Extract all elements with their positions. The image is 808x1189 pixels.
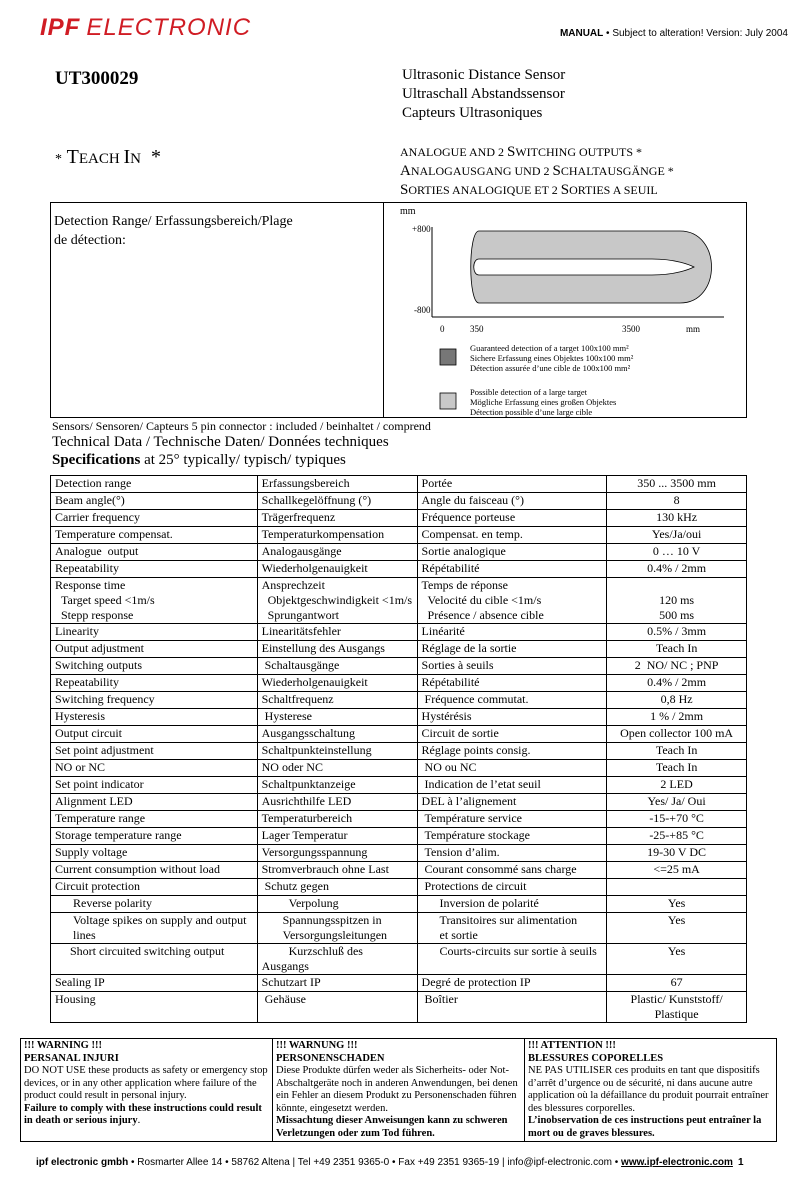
warning-fr <box>525 1039 777 1142</box>
spec-value: 0.4% / 2mm <box>607 675 747 692</box>
spec-row <box>51 896 747 913</box>
specifications-bold: Specifications <box>52 452 141 468</box>
company-logo <box>40 15 251 41</box>
footer-company: ipf electronic gmbh <box>36 1157 129 1168</box>
spec-de: NO oder NC <box>257 760 417 777</box>
spec-fr: Réglage points consig. <box>417 743 607 760</box>
spec-de: Trägerfrequenz <box>257 510 417 527</box>
spec-de: Ansprechzeit Objektgeschwindigkeit <1m/s Sprungantwort <box>257 578 417 624</box>
spec-en: Switching frequency <box>51 692 258 709</box>
spec-row <box>51 992 747 1023</box>
spec-en: Beam angle(°) <box>51 493 258 510</box>
spec-row <box>51 658 747 675</box>
spec-en: Sealing IP <box>51 975 258 992</box>
spec-row <box>51 561 747 578</box>
product-subtitles <box>402 66 565 123</box>
logo-ipf: IPF <box>40 14 81 41</box>
warning-de-title1: !!! WARNUNG !!! <box>276 1040 358 1051</box>
spec-fr: Fréquence porteuse <box>417 510 607 527</box>
spec-value: Yes/ Ja/ Oui <box>607 794 747 811</box>
technical-data-heading: Technical Data / Technische Daten/ Données techniques <box>52 434 389 450</box>
warning-fr-body: NE PAS UTILISER ces produits en tant que dispositifs d’arrêt d’urgence ou de sécurité, ni dans aucune autre application où la défaillance du produit pourrait entraîner des blessures corporelles. <box>528 1065 769 1114</box>
y-label-bottom: -800 <box>414 305 431 315</box>
spec-value: Plastic/ Kunststoff/ Plastique <box>607 992 747 1023</box>
outputs-de-d: S <box>552 163 561 179</box>
spec-fr: Sortie analogique <box>417 544 607 561</box>
warning-en-tail-end: . <box>137 1115 141 1126</box>
spec-en: Response time Target speed <1m/s Stepp response <box>51 578 258 624</box>
spec-value <box>607 879 747 896</box>
warning-row <box>21 1039 777 1142</box>
warning-en-title1: !!! WARNING !!! <box>24 1040 102 1051</box>
spec-en: Supply voltage <box>51 845 258 862</box>
spec-de: Schallkegelöffnung (°) <box>257 493 417 510</box>
spec-row <box>51 879 747 896</box>
outputs-en-b: S <box>507 144 516 160</box>
spec-en: Voltage spikes on supply and output lines <box>51 913 258 944</box>
warning-en-body: DO NOT USE these products as safety or emergency stop devices, or in any other application where failure of the product could result in personal injury. <box>24 1065 268 1101</box>
footer-website-link[interactable]: www.ipf-electronic.com <box>621 1157 733 1168</box>
legend-guaranteed-de: Sichere Erfassung eines Objektes 100x100 mm² <box>470 353 634 363</box>
subtitle-de: Ultraschall Abstandssensor <box>402 86 565 102</box>
spec-row <box>51 493 747 510</box>
spec-de: Temperaturbereich <box>257 811 417 828</box>
outputs-fr-d: S <box>560 182 570 198</box>
warning-table <box>20 1038 777 1142</box>
warning-de <box>273 1039 525 1142</box>
warning-fr-title2: BLESSURES COPORELLES <box>528 1052 664 1064</box>
spec-row <box>51 975 747 992</box>
spec-de: Spannungsspitzen in Versorgungsleitungen <box>257 913 417 944</box>
manual-version-line <box>560 28 788 39</box>
y-label-top: +800 <box>412 224 431 234</box>
spec-de: Gehäuse <box>257 992 417 1023</box>
spec-de: Ausrichthilfe LED <box>257 794 417 811</box>
spec-en: Switching outputs <box>51 658 258 675</box>
spec-value: 2 LED <box>607 777 747 794</box>
spec-row <box>51 578 747 624</box>
detection-label-line2: de détection: <box>54 233 126 248</box>
outputs-de-e: CHALTAUSGÄNGE * <box>560 164 674 178</box>
spec-value: Teach In <box>607 743 747 760</box>
spec-en: Storage temperature range <box>51 828 258 845</box>
spec-en: Output circuit <box>51 726 258 743</box>
warning-en <box>21 1039 273 1142</box>
spec-value: 120 ms 500 ms <box>607 578 747 624</box>
guaranteed-detection-area <box>474 259 694 275</box>
spec-value: Open collector 100 mA <box>607 726 747 743</box>
spec-en: NO or NC <box>51 760 258 777</box>
spec-de: Kurzschluß des Ausgangs <box>257 944 417 975</box>
spec-fr: Indication de l’etat seuil <box>417 777 607 794</box>
manual-rest: • Subject to alteration! Version: July 2004 <box>603 28 788 39</box>
teach-each: EACH <box>78 151 124 167</box>
spec-en: Repeatability <box>51 561 258 578</box>
spec-de: Wiederholgenauigkeit <box>257 561 417 578</box>
spec-de: Schutzart IP <box>257 975 417 992</box>
spec-row <box>51 794 747 811</box>
teach-n: N <box>130 151 141 167</box>
model-number: UT300029 <box>55 68 139 89</box>
page-number: 1 <box>738 1157 744 1168</box>
spec-value: Yes <box>607 896 747 913</box>
x-label-3500: 3500 <box>622 324 640 334</box>
sensors-line: Sensors/ Sensoren/ Capteurs 5 pin connector : included / beinhaltet / comprend <box>52 419 431 433</box>
spec-en: Current consumption without load <box>51 862 258 879</box>
spec-en: Short circuited switching output <box>51 944 258 975</box>
legend-guaranteed-swatch <box>440 349 456 365</box>
spec-de: Hysterese <box>257 709 417 726</box>
spec-de: Ausgangsschaltung <box>257 726 417 743</box>
spec-en: Housing <box>51 992 258 1023</box>
spec-fr: Courant consommé sans charge <box>417 862 607 879</box>
spec-fr: Circuit de sortie <box>417 726 607 743</box>
spec-de: Stromverbrauch ohne Last <box>257 862 417 879</box>
legend-possible-fr: Détection possible d’une large cible <box>470 407 593 417</box>
legend-guaranteed-fr: Détection assurée d’une cible de 100x100 mm² <box>470 363 631 373</box>
teach-end: * <box>140 146 161 168</box>
spec-row <box>51 544 747 561</box>
spec-row <box>51 641 747 658</box>
footer <box>36 1157 756 1168</box>
spec-value: 67 <box>607 975 747 992</box>
outputs-heading <box>400 143 674 200</box>
x-label-350: 350 <box>470 324 484 334</box>
spec-value: Yes <box>607 913 747 944</box>
legend-guaranteed-en: Guaranteed detection of a target 100x100 mm² <box>470 343 629 353</box>
warning-en-title2: PERSANAL INJURI <box>24 1052 119 1064</box>
outputs-en-a: ANALOGUE AND 2 <box>400 145 507 159</box>
spec-fr: Fréquence commutat. <box>417 692 607 709</box>
spec-en: Set point adjustment <box>51 743 258 760</box>
logo-electronic: ELECTRONIC <box>86 14 252 41</box>
spec-row <box>51 624 747 641</box>
outputs-de-c: NALOGAUSGANG UND 2 <box>410 164 553 178</box>
specifications-heading <box>52 452 346 469</box>
legend-possible-en: Possible detection of a large target <box>470 387 587 397</box>
spec-value: 0,8 Hz <box>607 692 747 709</box>
spec-en: Temperature compensat. <box>51 527 258 544</box>
spec-fr: Inversion de polarité <box>417 896 607 913</box>
spec-row <box>51 709 747 726</box>
spec-fr: Répétabilité <box>417 561 607 578</box>
spec-row <box>51 726 747 743</box>
spec-value: 0.4% / 2mm <box>607 561 747 578</box>
spec-de: Lager Temperatur <box>257 828 417 845</box>
legend-possible-swatch <box>440 393 456 409</box>
spec-de: Schutz gegen <box>257 879 417 896</box>
subtitle-fr: Capteurs Ultrasoniques <box>402 105 543 121</box>
spec-row <box>51 913 747 944</box>
spec-fr: Hystérésis <box>417 709 607 726</box>
spec-en: Reverse polarity <box>51 896 258 913</box>
spec-de: Schaltfrequenz <box>257 692 417 709</box>
subtitle-en: Ultrasonic Distance Sensor <box>402 67 566 83</box>
specifications-rest: at 25° typically/ typisch/ typiques <box>140 452 346 468</box>
spec-en: Hysteresis <box>51 709 258 726</box>
spec-de: Analogausgänge <box>257 544 417 561</box>
spec-row <box>51 510 747 527</box>
spec-en: Analogue output <box>51 544 258 561</box>
spec-value: Teach In <box>607 641 747 658</box>
legend-possible-de: Mögliche Erfassung eines großen Objektes <box>470 397 617 407</box>
outputs-fr-e: ORTIES A SEUIL <box>569 183 658 197</box>
x-label-0: 0 <box>440 324 445 334</box>
spec-de: Schaltpunkteinstellung <box>257 743 417 760</box>
spec-fr: Angle du faisceau (°) <box>417 493 607 510</box>
spec-value: 350 ... 3500 mm <box>607 476 747 493</box>
spec-fr: Linéarité <box>417 624 607 641</box>
teach-in-heading <box>55 146 161 169</box>
teach-star: * <box>55 152 62 167</box>
spec-row <box>51 675 747 692</box>
spec-en: Carrier frequency <box>51 510 258 527</box>
outputs-en <box>400 143 674 162</box>
spec-en: Repeatability <box>51 675 258 692</box>
outputs-de <box>400 162 674 181</box>
outputs-en-c: WITCHING OUTPUTS * <box>515 145 642 159</box>
detection-label-line1: Detection Range/ Erfassungsbereich/Plage <box>54 214 293 229</box>
spec-de: Erfassungsbereich <box>257 476 417 493</box>
spec-fr: Tension d’alim. <box>417 845 607 862</box>
spec-de: Verpolung <box>257 896 417 913</box>
spec-value: 19-30 V DC <box>607 845 747 862</box>
spec-en: Temperature range <box>51 811 258 828</box>
spec-fr: Degré de protection IP <box>417 975 607 992</box>
spec-de: Versorgungsspannung <box>257 845 417 862</box>
detection-range-label <box>54 212 374 250</box>
spec-value: 1 % / 2mm <box>607 709 747 726</box>
spec-fr: Sorties à seuils <box>417 658 607 675</box>
spec-row <box>51 777 747 794</box>
spec-row <box>51 828 747 845</box>
specifications-table <box>50 475 747 1023</box>
spec-en: Linearity <box>51 624 258 641</box>
spec-fr: Courts-circuits sur sortie à seuils <box>417 944 607 975</box>
warning-de-bold: Missachtung dieser Anweisungen kann zu schweren Verletzungen oder zum Tod führen. <box>276 1115 508 1139</box>
spec-row <box>51 692 747 709</box>
warning-en-bold: Failure to comply with these instructions could result in death or serious injury <box>24 1102 262 1126</box>
warning-fr-bold: L’inobservation de ces instructions peut entraîner la mort ou de graves blessures. <box>528 1115 762 1139</box>
spec-row <box>51 944 747 975</box>
specifications-body <box>51 476 747 1023</box>
spec-value: 8 <box>607 493 747 510</box>
spec-de: Temperaturkompensation <box>257 527 417 544</box>
warning-de-title2: PERSONENSCHADEN <box>276 1052 385 1064</box>
spec-value: 0 … 10 V <box>607 544 747 561</box>
spec-en: Alignment LED <box>51 794 258 811</box>
spec-fr: NO ou NC <box>417 760 607 777</box>
spec-value: 130 kHz <box>607 510 747 527</box>
spec-fr: Répétabilité <box>417 675 607 692</box>
outputs-fr-b: S <box>400 182 409 198</box>
spec-de: Einstellung des Ausgangs <box>257 641 417 658</box>
spec-row <box>51 476 747 493</box>
spec-fr: Portée <box>417 476 607 493</box>
spec-value: <=25 mA <box>607 862 747 879</box>
spec-row <box>51 760 747 777</box>
spec-value: Teach In <box>607 760 747 777</box>
x-unit: mm <box>686 324 701 334</box>
spec-en: Circuit protection <box>51 879 258 896</box>
spec-en: Output adjustment <box>51 641 258 658</box>
spec-de: Schaltpunktanzeige <box>257 777 417 794</box>
outputs-fr-c: ORTIES ANALOGIQUE ET 2 <box>408 183 561 197</box>
spec-row <box>51 862 747 879</box>
spec-row <box>51 845 747 862</box>
manual-label: MANUAL <box>559 28 604 39</box>
spec-value: 0.5% / 3mm <box>607 624 747 641</box>
spec-value: Yes <box>607 944 747 975</box>
spec-fr: Boîtier <box>417 992 607 1023</box>
spec-en: Detection range <box>51 476 258 493</box>
detection-range-diagram <box>384 203 746 417</box>
footer-address: • Rosmarter Allee 14 • 58762 Altena | Tel +49 2351 9365-0 • Fax +49 2351 9365-19 | info@ipf-electronic.com • <box>128 1157 622 1168</box>
spec-value: Yes/Ja/oui <box>607 527 747 544</box>
spec-fr: Protections de circuit <box>417 879 607 896</box>
unit-mm-top: mm <box>400 206 416 217</box>
spec-fr: Réglage de la sortie <box>417 641 607 658</box>
spec-value: -15-+70 °C <box>607 811 747 828</box>
spec-row <box>51 811 747 828</box>
outputs-de-b: A <box>400 163 411 179</box>
spec-fr: Temps de réponse Velocité du cible <1m/s Présence / absence cible <box>417 578 607 624</box>
teach-T: T <box>66 146 79 168</box>
spec-value: -25-+85 °C <box>607 828 747 845</box>
spec-fr: Compensat. en temp. <box>417 527 607 544</box>
spec-de: Linearitätsfehler <box>257 624 417 641</box>
warning-de-body: Diese Produkte dürfen weder als Sicherheits- oder Not-Abschaltgeräte noch in anderen Anwendungen, bei denen ein Fehler an diesem Produkt zu Personenschaden führen könnte, eingesetzt werden. <box>276 1065 518 1114</box>
spec-fr: Température stockage <box>417 828 607 845</box>
spec-de: Schaltausgänge <box>257 658 417 675</box>
spec-fr: Température service <box>417 811 607 828</box>
warning-fr-title1: !!! ATTENTION !!! <box>528 1040 616 1051</box>
warning-en-tail <box>24 1103 269 1128</box>
spec-row <box>51 527 747 544</box>
spec-row <box>51 743 747 760</box>
teach-I: I <box>123 146 131 168</box>
outputs-fr <box>400 181 674 200</box>
spec-en: Set point indicator <box>51 777 258 794</box>
spec-value: 2 NO/ NC ; PNP <box>607 658 747 675</box>
spec-de: Wiederholgenauigkeit <box>257 675 417 692</box>
spec-fr: DEL à l’alignement <box>417 794 607 811</box>
spec-fr: Transitoires sur alimentation et sortie <box>417 913 607 944</box>
